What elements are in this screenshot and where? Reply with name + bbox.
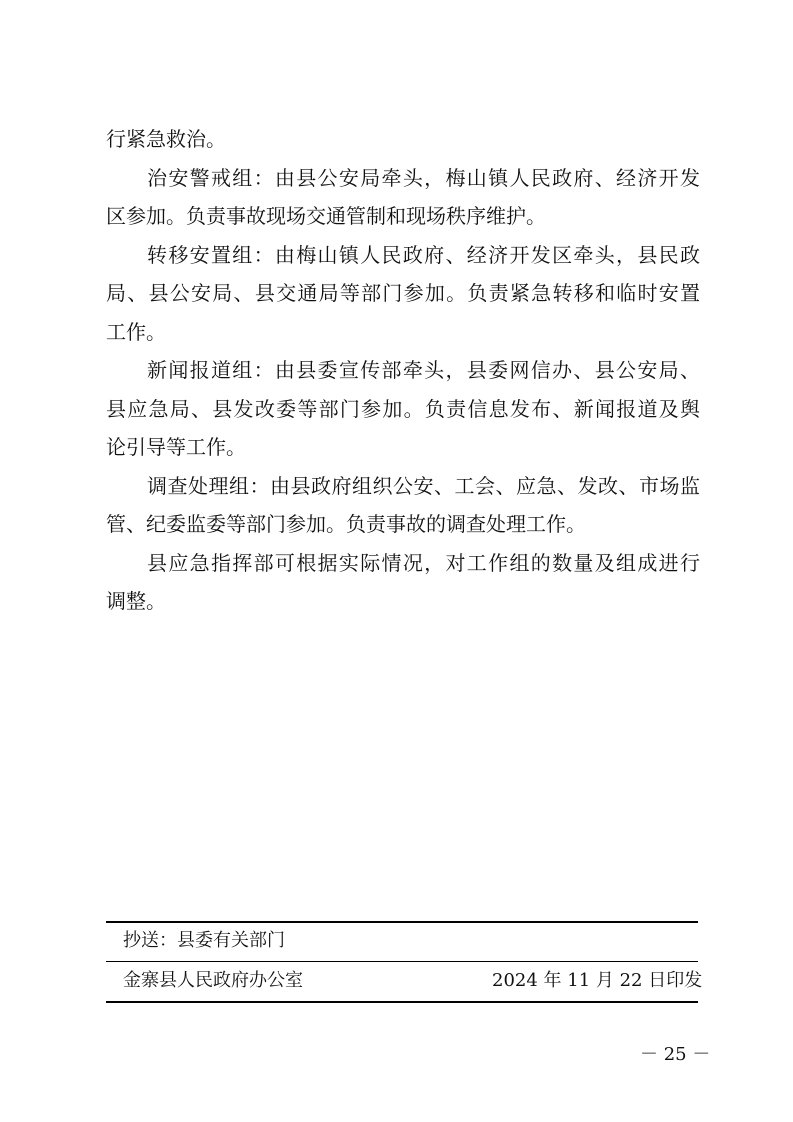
issue-date: 2024 年 11 月 22 日印发 xyxy=(492,970,703,991)
document-body xyxy=(106,120,700,621)
text-line: 县应急局、县发改委等部门参加。负责信息发布、新闻报道及舆 xyxy=(106,396,700,421)
text-line: 治安警戒组：由县公安局牵头，梅山镇人民政府、经济开发 xyxy=(147,165,700,190)
issuing-office: 金寨县人民政府办公室 xyxy=(123,970,303,991)
text-line: 行紧急救治。 xyxy=(106,127,226,151)
footer-bottom-rule xyxy=(106,1001,698,1003)
page-number: － 25 － xyxy=(640,1044,711,1065)
text-line: 转移安置组：由梅山镇人民政府、经济开发区牵头，县民政 xyxy=(147,242,700,267)
text-line: 新闻报道组：由县委宣传部牵头，县委网信办、县公安局、 xyxy=(147,358,700,382)
text-line: 工作。 xyxy=(106,319,166,344)
text-line: 管、纪委监委等部门参加。负责事故的调查处理工作。 xyxy=(106,512,586,536)
footer-top-rule xyxy=(106,921,698,923)
text-line: 局、县公安局、县交通局等部门参加。负责紧急转移和临时安置 xyxy=(106,281,700,305)
cc-line: 抄送：县委有关部门 xyxy=(123,930,285,951)
text-line: 区参加。负责事故现场交通管制和现场秩序维护。 xyxy=(106,204,546,228)
text-line: 县应急指挥部可根据实际情况，对工作组的数量及组成进行 xyxy=(147,550,700,575)
footer-middle-rule xyxy=(106,961,698,962)
text-line: 论引导等工作。 xyxy=(106,435,246,459)
text-line: 调查处理组：由县政府组织公安、工会、应急、发改、市场监 xyxy=(147,473,700,498)
text-line: 调整。 xyxy=(106,589,166,613)
